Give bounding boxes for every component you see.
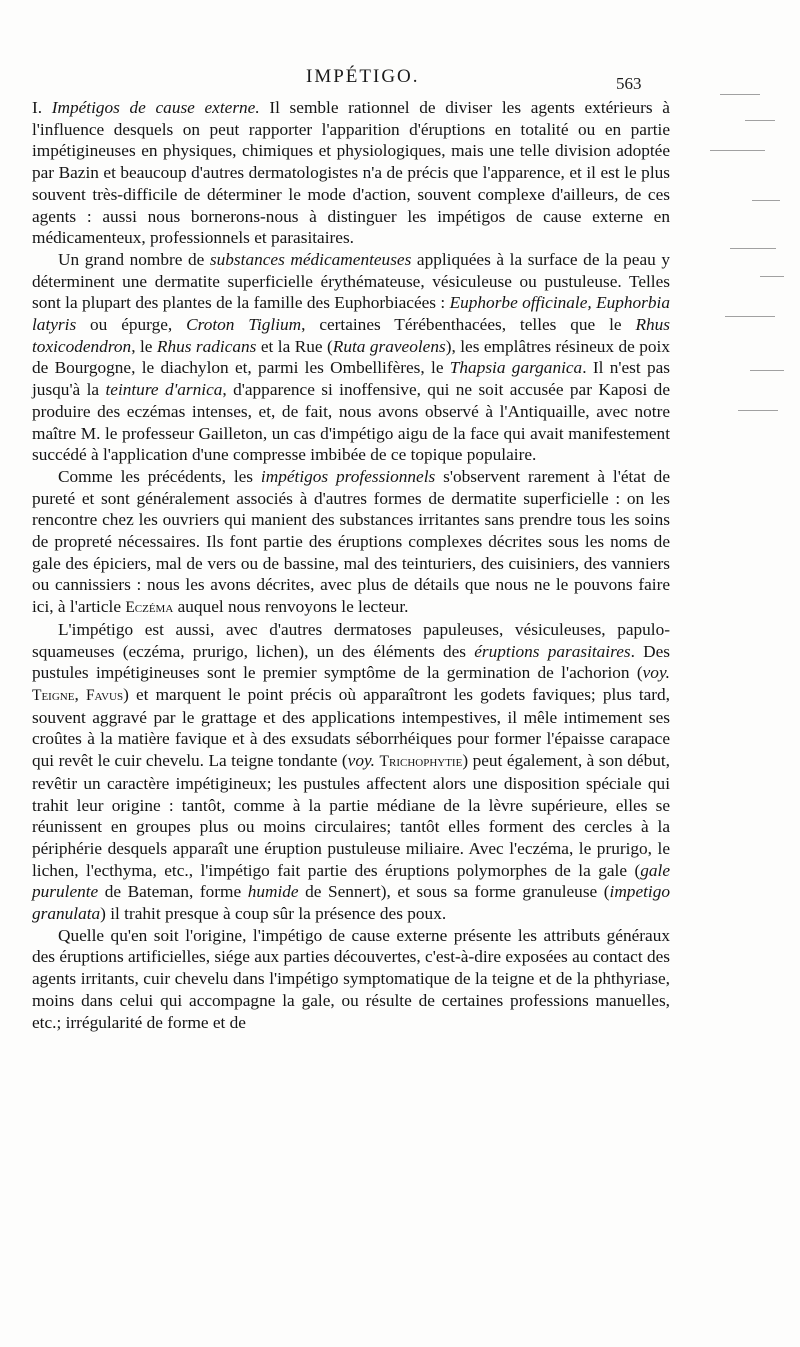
italic-run: Rhus radicans <box>156 336 257 356</box>
italic-run: impétigos professionnels <box>260 466 436 486</box>
paragraph-4 <box>32 619 670 925</box>
text-run: ), les emplâtres résineux de poix de Bourgogne, le diachylon et, parmi les Ombellifères, le <box>32 336 670 378</box>
body-text <box>32 97 670 1033</box>
text-run: , <box>74 684 86 704</box>
italic-run: humide <box>247 882 299 902</box>
paragraph-3 <box>32 466 670 619</box>
running-title: IMPÉTIGO. <box>306 66 420 87</box>
text-run: auquel nous renvoyons le lecteur. <box>173 597 409 617</box>
small-caps-run: Eczéma <box>125 599 174 617</box>
small-caps-run: Favus <box>85 686 124 704</box>
italic-run: substances médicamenteuses <box>209 249 412 269</box>
italic-run: Thapsia garganica <box>449 358 583 378</box>
text-run: de Bateman, forme <box>98 882 248 902</box>
italic-run: Croton Tiglium <box>186 315 302 335</box>
text-run: Comme les précédents, les <box>58 466 261 486</box>
text-run: ) et marquent le point précis où apparaîtront les godets faviques; plus tard, souvent aggravé par le grattage et des applications intempestives, il mêle intimement ses croûtes à la matière favique et à des exsudats séborrhéiques pour former l'épaisse carapace qui revêt le cuir chevelu. La teigne tondante ( <box>32 684 670 771</box>
text-run: , le <box>131 336 157 356</box>
section-title: Impétigos de cause externe. <box>51 98 260 117</box>
text-run: appliquées à la surface de la peau y déterminent une dermatite superficielle érythémateuse, vésiculeuse ou pustuleuse. Telles sont la plupart des plantes de la famille des Euphorbiacées : <box>32 249 670 313</box>
small-caps-run: Trichophytie <box>379 753 463 771</box>
scan-bleedthrough-marks <box>690 80 800 460</box>
paragraph-1 <box>32 97 670 249</box>
text-run: ou épurge, <box>76 315 187 335</box>
small-caps-run: Teigne <box>32 686 75 704</box>
italic-run: Euphorbe officinale, Euphorbia latyris <box>32 293 670 335</box>
running-head <box>0 64 800 94</box>
italic-run: impetigo granulata <box>32 882 670 924</box>
paragraph-2 <box>32 249 670 466</box>
italic-run: Rhus toxicodendron <box>32 315 670 356</box>
text-run: Un grand nombre de <box>58 249 210 269</box>
italic-run: gale purulente <box>32 860 670 902</box>
italic-run: éruptions parasitaires <box>474 641 631 661</box>
paragraph-5 <box>32 925 670 1034</box>
text-run: . Il n'est pas jusqu'à la <box>32 358 670 400</box>
italic-run: voy. <box>347 751 376 771</box>
italic-run: voy. <box>642 663 670 683</box>
text-run: , certaines Térébenthacées, telles que le <box>301 315 636 335</box>
text-run: . Des pustules impétigineuses sont le premier symptôme de la germination de l'achorion ( <box>32 641 670 683</box>
text-run: , d'apparence si inoffensive, qui ne soit accusée par Kaposi de produire des eczémas intenses, et, de fait, nous avons observé à l'Antiquaille, avec notre maître M. le professeur Gailleton, un cas d'impétigo aigu de la face qui avait manifestement succédé à l'application d'une compresse imbibée de ce topique populaire. <box>32 380 670 465</box>
text-run: ) il trahit presque à coup sûr la présence des poux. <box>100 904 447 924</box>
text-run: L'impétigo est aussi, avec d'autres dermatoses papuleuses, vésiculeuses, papulo-squameuses (eczéma, prurigo, lichen), un des éléments des <box>32 619 670 661</box>
paragraph-1-text: Il semble rationnel de diviser les agents extérieurs à l'influence desquels on peut rapporter l'apparition d'éruptions en totalité ou en partie impétigineuses en physiques, chimiques et physiologiques, mais une telle division adoptée par Bazin et beaucoup d'autres dermatologistes n'a de précis que l'apparence, et il est le plus souvent très-difficile de déterminer le mode d'action, souvent complexe d'ailleurs, de ces agents : aussi nous bornerons-nous à distinguer les impétigos de cause externe en médicamenteux, professionnels et parasitaires. <box>32 98 670 248</box>
text-run: de Sennert), et sous sa forme granuleuse ( <box>298 882 610 902</box>
text-run: ) peut également, à son début, revêtir un caractère impétigineux; les pustules affectent alors une disposition spéciale qui trahit leur origine : tantôt, comme à la partie médiane de la lèvre supérieure, elles se réunissent en groupes plus ou moins circulaires; tantôt elles forment des cercles à la périphérie desquels apparaît une éruption pustuleuse miliaire. Avec l'eczéma, le prurigo, le lichen, l'ecthyma, etc., l'impétigo fait partie des éruptions polymorphes de la gale ( <box>32 751 671 880</box>
italic-run: teinture d'arnica <box>105 380 223 400</box>
text-run: Quelle qu'en soit l'origine, l'impétigo de cause externe présente les attributs généraux des éruptions artificielles, siége aux parties découvertes, c'est-à-dire exposées au contact des agents irritants, cuir chevelu dans l'impétigo symptomatique de la teigne et de la phthyriase, moins dans celui qui accompagne la gale, ou résulte de certaines professions manuelles, etc.; irrégularité de forme et de <box>32 925 670 1032</box>
italic-run: Ruta graveolens <box>332 336 446 356</box>
page-number: 563 <box>616 74 642 93</box>
text-run: et la Rue ( <box>256 336 333 356</box>
section-number: I. <box>32 98 43 117</box>
text-run: s'observent rarement à l'état de pureté et sont généralement associés à d'autres formes de dermatite superficielle : on les rencontre chez les ouvriers qui manient des substances irritantes sans prendre tous les soins de propreté nécessaires. Ils font partie des éruptions complexes décrites sous les noms de gale des épiciers, mal de vers ou de bassine, mal des teinturiers, des cuisiniers, des vanniers ou cannissiers : nous les avons décrites, avec plus de détails que nous ne le pouvons faire ici, à l'article <box>32 466 670 617</box>
